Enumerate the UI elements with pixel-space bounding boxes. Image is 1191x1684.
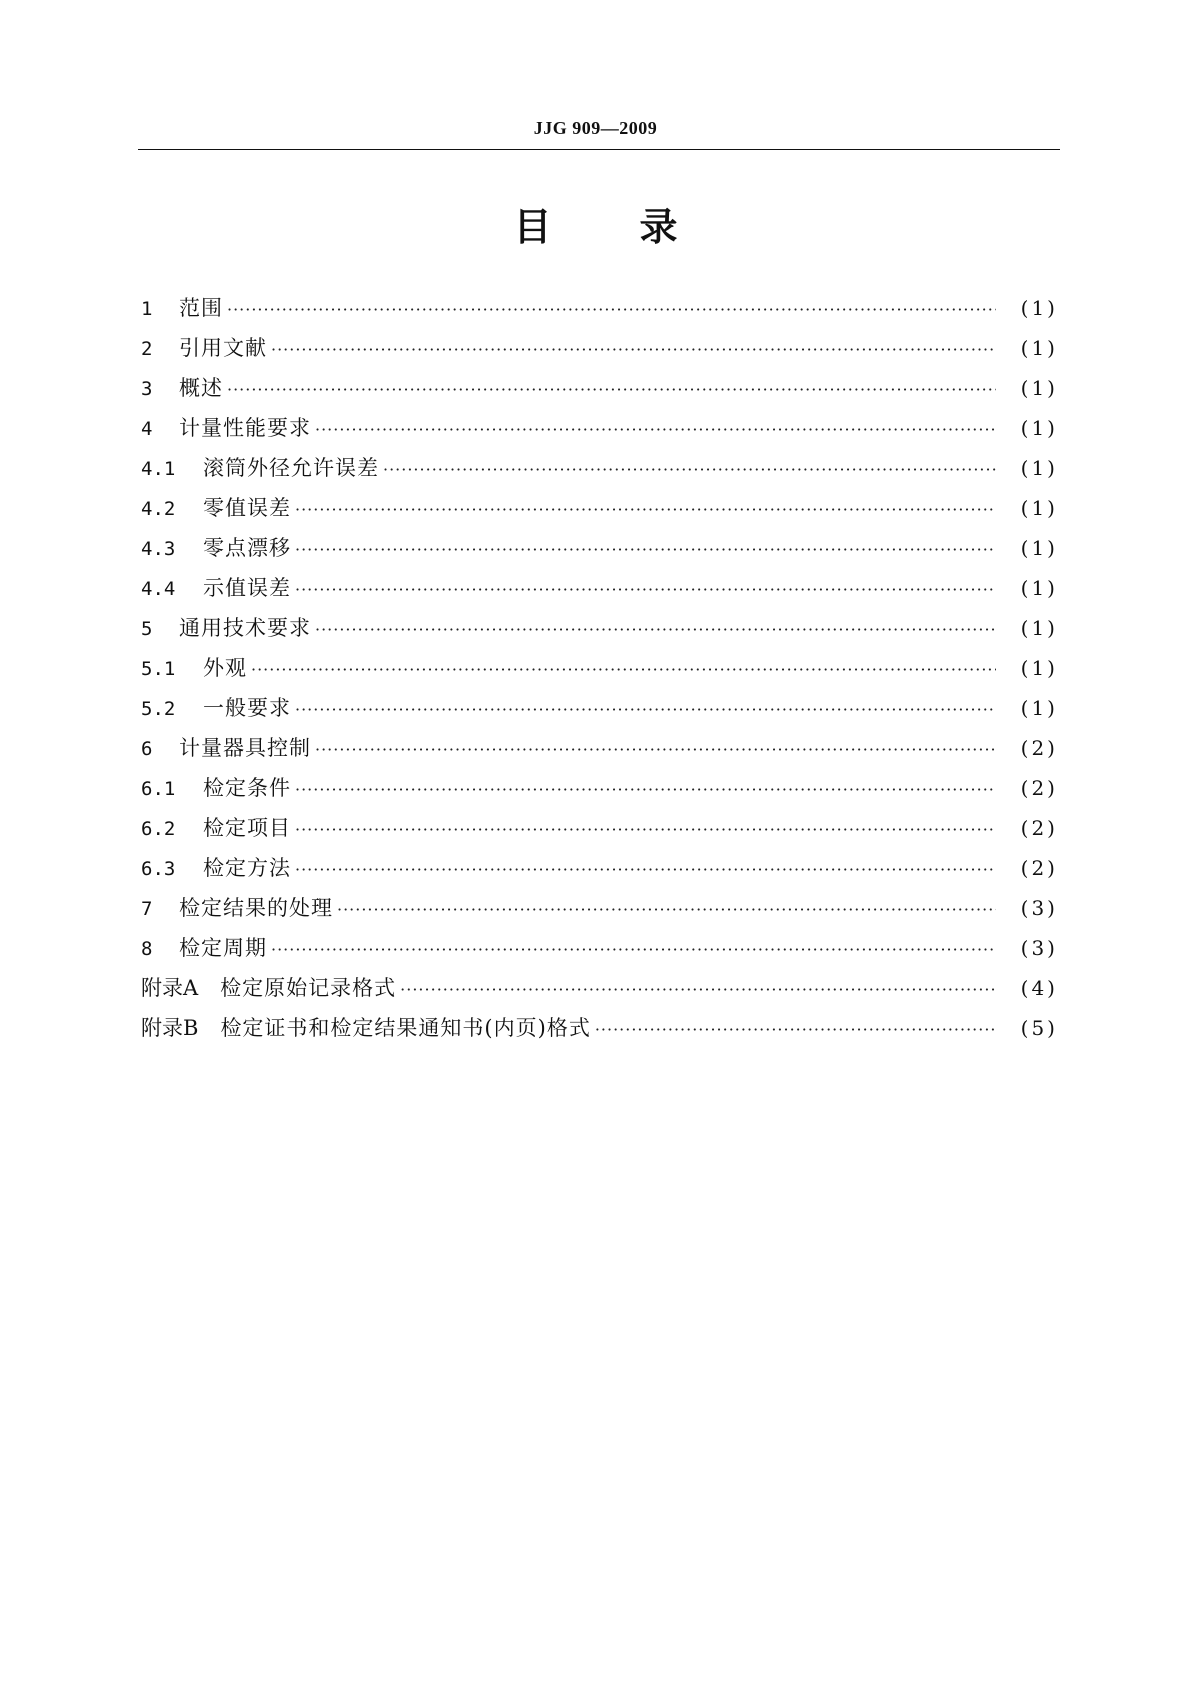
toc-leader-dots (315, 730, 996, 770)
toc-entry-label: 检定周期 (179, 936, 267, 960)
toc-leader-dots (271, 930, 996, 970)
toc-leader-dots (227, 370, 996, 410)
toc-entry[interactable] (141, 648, 1058, 688)
toc-entry-page: (3) (1020, 896, 1058, 920)
toc-entry-page: (1) (1020, 656, 1058, 680)
toc-entry-number: 6.2 (141, 818, 176, 840)
toc-entry[interactable] (141, 888, 1058, 928)
toc-leader-dots (295, 690, 996, 730)
toc-entry-number: 5.1 (141, 658, 176, 680)
toc-entry-label: 示值误差 (203, 576, 291, 600)
toc-entry-label: 计量性能要求 (179, 416, 311, 440)
toc-entry-label: 外观 (203, 656, 247, 680)
toc-entry-page: (1) (1020, 616, 1058, 640)
toc-entry[interactable] (141, 608, 1058, 648)
toc-entry-number: 4.2 (141, 498, 176, 520)
toc-entry-number: 6 (141, 738, 153, 760)
toc-entry[interactable] (141, 928, 1058, 968)
toc-entry-label: 检定原始记录格式 (220, 976, 397, 1000)
header-rule (138, 149, 1060, 150)
toc-leader-dots (295, 810, 996, 850)
toc-entry-page: (3) (1020, 936, 1058, 960)
toc-entry[interactable] (141, 408, 1058, 448)
toc-leader-dots (251, 650, 996, 690)
toc-entry[interactable] (141, 808, 1058, 848)
toc-entry[interactable] (141, 688, 1058, 728)
toc-entry-number: 附录A (141, 976, 199, 1000)
toc-leader-dots (295, 770, 996, 810)
toc-entry-label: 零点漂移 (203, 536, 291, 560)
title-char-1: 目 (513, 205, 552, 249)
toc-entry-page: (1) (1020, 576, 1058, 600)
toc-entry-number: 附录B (141, 1016, 199, 1040)
toc-entry-label: 检定证书和检定结果通知书(内页)格式 (220, 1016, 591, 1040)
toc-entry-page: (1) (1020, 376, 1058, 400)
toc-entry-label: 检定条件 (203, 776, 291, 800)
toc-entry[interactable] (141, 488, 1058, 528)
toc-leader-dots (295, 850, 996, 890)
toc-entry-page: (2) (1020, 856, 1058, 880)
toc-entry-number: 4.4 (141, 578, 176, 600)
toc-entry-label: 检定方法 (203, 856, 291, 880)
toc-entry[interactable] (141, 328, 1058, 368)
toc-entry[interactable] (141, 728, 1058, 768)
toc-entry-number: 1 (141, 298, 153, 320)
document-code-header: JJG 909—2009 (533, 118, 658, 138)
toc-entry-page: (1) (1020, 456, 1058, 480)
toc-entry[interactable] (141, 528, 1058, 568)
toc-entry[interactable] (141, 848, 1058, 888)
toc-entry[interactable] (141, 448, 1058, 488)
toc-entry-page: (4) (1020, 976, 1058, 1000)
toc-entry[interactable] (141, 368, 1058, 408)
toc-entry-number: 8 (141, 938, 153, 960)
title-char-2: 录 (639, 205, 678, 249)
toc-entry-label: 检定结果的处理 (179, 896, 333, 920)
toc-entry-label: 概述 (179, 376, 223, 400)
toc-entry-page: (1) (1020, 696, 1058, 720)
toc-entry[interactable] (141, 1008, 1058, 1048)
toc-entry-label: 一般要求 (203, 696, 291, 720)
toc-entry-page: (2) (1020, 776, 1058, 800)
toc-leader-dots (315, 410, 996, 450)
toc-entry-number: 6.3 (141, 858, 176, 880)
toc-entry-page: (1) (1020, 416, 1058, 440)
toc-entry-number: 2 (141, 338, 153, 360)
toc-leader-dots (400, 970, 996, 1010)
toc-entry-page: (1) (1020, 296, 1058, 320)
toc-entry-number: 4.3 (141, 538, 176, 560)
toc-leader-dots (227, 290, 996, 330)
table-of-contents (141, 288, 1058, 1048)
toc-leader-dots (295, 490, 996, 530)
toc-leader-dots (295, 530, 996, 570)
toc-leader-dots (315, 610, 996, 650)
toc-entry-number: 5.2 (141, 698, 176, 720)
toc-entry-label: 范围 (179, 296, 223, 320)
toc-entry-number: 4.1 (141, 458, 176, 480)
toc-entry-page: (5) (1020, 1016, 1058, 1040)
toc-entry-page: (2) (1020, 736, 1058, 760)
toc-entry[interactable] (141, 768, 1058, 808)
toc-entry-page: (1) (1020, 336, 1058, 360)
toc-entry-page: (1) (1020, 496, 1058, 520)
toc-leader-dots (337, 890, 996, 930)
toc-leader-dots (295, 570, 996, 610)
toc-entry-number: 5 (141, 618, 153, 640)
toc-entry-page: (2) (1020, 816, 1058, 840)
toc-entry-label: 检定项目 (203, 816, 291, 840)
toc-entry-number: 3 (141, 378, 153, 400)
toc-leader-dots (595, 1010, 996, 1050)
toc-entry-number: 7 (141, 898, 153, 920)
page-title (0, 205, 1191, 249)
toc-entry[interactable] (141, 288, 1058, 328)
toc-leader-dots (271, 330, 996, 370)
toc-entry[interactable] (141, 968, 1058, 1008)
toc-entry-label: 计量器具控制 (179, 736, 311, 760)
toc-entry-number: 6.1 (141, 778, 176, 800)
toc-entry-page: (1) (1020, 536, 1058, 560)
toc-entry-label: 零值误差 (203, 496, 291, 520)
toc-entry-label: 通用技术要求 (179, 616, 311, 640)
toc-leader-dots (383, 450, 996, 490)
toc-entry-label: 引用文献 (179, 336, 267, 360)
toc-entry-label: 滚筒外径允许误差 (203, 456, 379, 480)
toc-entry-number: 4 (141, 418, 153, 440)
toc-entry[interactable] (141, 568, 1058, 608)
